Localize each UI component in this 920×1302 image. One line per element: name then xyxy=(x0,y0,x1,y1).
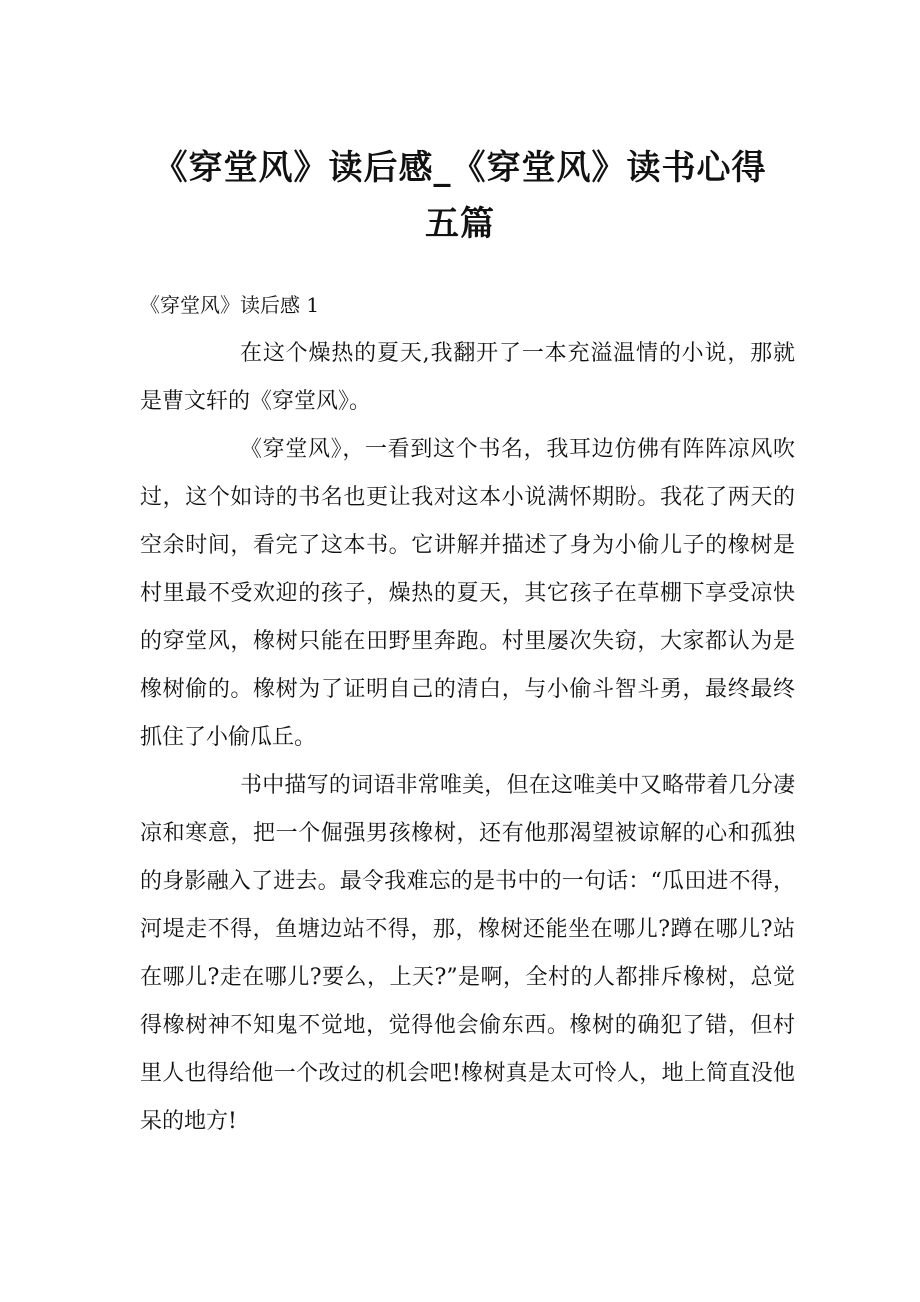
paragraph-2: 《穿堂风》，一看到这个书名，我耳边仿佛有阵阵凉风吹过，这个如诗的书名也更让我对这本小说满怀期盼。我花了两天的空余时间，看完了这本书。它讲解并描述了身为小偷儿子的橡树是村里最不受欢迎的孩子，燥热的夏天，其它孩子在草棚下享受凉快的穿堂风，橡树只能在田野里奔跑。村里屡次失窃，大家都认为是橡树偷的。橡树为了证明自己的清白，与小偷斗智斗勇，最终最终抓住了小偷瓜丘。 xyxy=(140,437,795,750)
paragraph-3: 书中描写的词语非常唯美，但在这唯美中又略带着几分凄凉和寒意，把一个倔强男孩橡树，还有他那渴望被谅解的心和孤独的身影融入了进去。最令我难忘的是书中的一句话：“瓜田进不得，河堤走不得，鱼塘边站不得，那，橡树还能坐在哪儿?蹲在哪儿?站在哪儿?走在哪儿?要么，上天?”是啊，全村的人都排斥橡树，总觉得橡树神不知鬼不觉地，觉得他会偷东西。橡树的确犯了错，但村里人也得给他一个改过的机会吧!橡树真是太可怜人，地上简直没他呆的地方! xyxy=(140,773,795,1134)
paragraph-1: 在这个燥热的夏天,我翻开了一本充溢温情的小说，那就是曹文轩的《穿堂风》。 xyxy=(140,341,795,414)
document-title: 《穿堂风》读后感_《穿堂风》读书心得五篇 xyxy=(153,148,767,244)
section-heading: 《穿堂风》读后感 1 xyxy=(140,293,320,317)
